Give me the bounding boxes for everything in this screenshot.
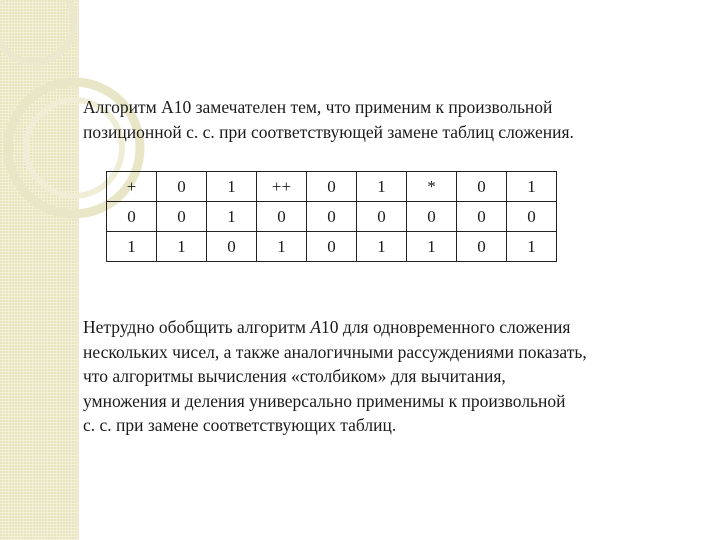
table-cell: 0 [107,202,157,232]
table-row [107,202,557,232]
table-cell: 0 [157,202,207,232]
intro-line-1: Алгоритм А10 замечателен тем, что применим к произвольной [83,97,553,117]
table-row [107,172,557,202]
algorithm-letter: А [310,317,322,337]
conclusion-line-2: нескольких чисел, а также аналогичными рассуждениями показать, [83,341,587,362]
table-cell: 0 [507,202,557,232]
table-cell: 0 [457,232,507,262]
table-cell: * [407,172,457,202]
table-cell: 0 [457,172,507,202]
conclusion-paragraph [83,315,693,438]
table-cell: 1 [357,232,407,262]
table-cell: 0 [257,202,307,232]
conclusion-line-1-suffix: 10 для одновременного сложения [321,317,571,337]
table-cell: 0 [207,232,257,262]
table-cell: 0 [157,172,207,202]
table-cell: 0 [407,202,457,232]
conclusion-line-3: что алгоритмы вычисления «столбиком» для вычитания, [83,366,506,386]
table-cell: 0 [307,202,357,232]
intro-paragraph [83,95,693,144]
table-cell: 0 [457,202,507,232]
table-cell: + [107,172,157,202]
table-cell: 1 [257,232,307,262]
table-cell: 1 [507,232,557,262]
table-cell: 1 [107,232,157,262]
table-cell: 1 [157,232,207,262]
addition-tables [106,171,557,262]
conclusion-line-1 [83,315,693,340]
decorative-ring-top [0,0,74,62]
addition-tables-body [107,172,557,262]
table-cell: 0 [307,172,357,202]
table-cell: 1 [207,172,257,202]
conclusion-line-5: с. с. при замене соответствующих таблиц. [83,415,397,435]
table-cell: 1 [507,172,557,202]
table-cell: 1 [407,232,457,262]
intro-line-2: позиционной с. с. при соответствующей замене таблиц сложения. [83,121,574,142]
table-cell: 1 [207,202,257,232]
table-cell: 0 [357,202,407,232]
table-cell: ++ [257,172,307,202]
conclusion-line-1-prefix: Нетрудно обобщить алгоритм [83,317,311,337]
conclusion-line-4: умножения и деления универсально применимы к произвольной [83,390,566,411]
table-cell: 1 [357,172,407,202]
table-cell: 0 [307,232,357,262]
table-row [107,232,557,262]
